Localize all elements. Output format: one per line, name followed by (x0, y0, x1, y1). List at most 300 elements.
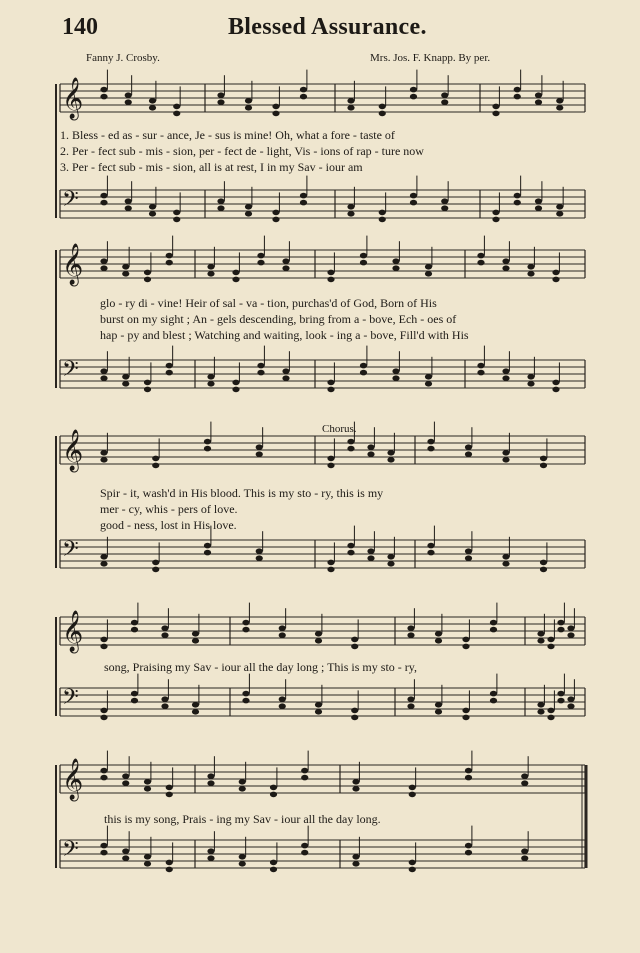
note-head (465, 444, 472, 450)
note-head (490, 620, 497, 626)
note-head (173, 104, 180, 110)
note-head (207, 848, 214, 854)
note-head (379, 210, 386, 216)
note-head (540, 463, 547, 469)
note-head (122, 381, 129, 387)
note-head (282, 368, 289, 374)
note-head (239, 779, 246, 785)
note-head (410, 87, 417, 93)
note-head (327, 560, 334, 566)
lyric-line: Spir - it, wash'd in His blood. This is my sto - ry, this is my (100, 486, 384, 500)
note-head (557, 691, 564, 697)
note-head (441, 198, 448, 204)
note-head (131, 698, 138, 704)
note-head (152, 463, 159, 469)
note-head (242, 698, 249, 704)
bass-clef: 𝄢 (62, 357, 79, 387)
note-head (242, 627, 249, 633)
note-head (347, 211, 354, 217)
note-head (502, 554, 509, 560)
note-head (144, 786, 151, 792)
note-head (567, 625, 574, 631)
note-head (540, 456, 547, 462)
note-head (492, 210, 499, 216)
note-head (173, 111, 180, 117)
note-head (100, 775, 107, 781)
note-head (144, 854, 151, 860)
note-head (256, 444, 263, 450)
note-head (502, 368, 509, 374)
note-head (425, 271, 432, 277)
note-head (557, 627, 564, 633)
note-head (407, 696, 414, 702)
note-head (300, 200, 307, 206)
note-head (166, 253, 173, 259)
note-head (242, 691, 249, 697)
note-head (537, 709, 544, 715)
note-head (514, 200, 521, 206)
note-head (492, 217, 499, 223)
bass-clef: 𝄢 (62, 537, 79, 567)
note-head (435, 638, 442, 644)
note-head (556, 204, 563, 210)
note-head (427, 439, 434, 445)
note-head (300, 87, 307, 93)
note-head (465, 555, 472, 561)
note-head (315, 702, 322, 708)
note-head (232, 270, 239, 276)
treble-clef: 𝄞 (62, 78, 84, 119)
note-head (256, 548, 263, 554)
note-head (122, 773, 129, 779)
note-head (272, 111, 279, 117)
note-head (131, 620, 138, 626)
note-head (540, 567, 547, 573)
note-head (435, 631, 442, 637)
note-head (535, 205, 542, 211)
note-head (301, 843, 308, 849)
note-head (204, 550, 211, 556)
note-head (441, 92, 448, 98)
note-head (347, 550, 354, 556)
note-head (441, 99, 448, 105)
note-head (425, 374, 432, 380)
note-head (217, 99, 224, 105)
note-head (152, 456, 159, 462)
note-head (122, 271, 129, 277)
note-head (152, 560, 159, 566)
note-head (256, 451, 263, 457)
note-head (351, 708, 358, 714)
note-head (207, 780, 214, 786)
note-head (315, 638, 322, 644)
note-head (327, 270, 334, 276)
treble-clef: 𝄞 (62, 244, 84, 285)
note-head (367, 548, 374, 554)
note-head (527, 381, 534, 387)
note-head (166, 363, 173, 369)
lyric-line: burst on my sight ; An - gels descending, bring from a - bove, Ech - oes of (100, 312, 457, 326)
note-head (100, 850, 107, 856)
treble-clef: 𝄞 (62, 611, 84, 652)
note-head (270, 860, 277, 866)
note-head (351, 715, 358, 721)
note-head (122, 264, 129, 270)
note-head (300, 94, 307, 100)
treble-clef: 𝄞 (62, 759, 84, 800)
note-head (537, 702, 544, 708)
note-head (327, 387, 334, 393)
note-head (192, 638, 199, 644)
note-head (161, 625, 168, 631)
note-head (122, 855, 129, 861)
bass-clef: 𝄢 (62, 187, 79, 217)
note-head (272, 210, 279, 216)
note-head (232, 277, 239, 283)
note-head (379, 111, 386, 117)
note-head (279, 625, 286, 631)
note-head (462, 708, 469, 714)
note-head (217, 205, 224, 211)
note-head (567, 632, 574, 638)
note-head (173, 217, 180, 223)
note-head (547, 715, 554, 721)
note-head (427, 446, 434, 452)
note-head (270, 785, 277, 791)
note-head (347, 446, 354, 452)
note-head (166, 860, 173, 866)
note-head (100, 637, 107, 643)
note-head (441, 205, 448, 211)
note-head (535, 198, 542, 204)
note-head (144, 387, 151, 393)
note-head (352, 854, 359, 860)
note-head (100, 457, 107, 463)
note-head (477, 260, 484, 266)
lyric-line: 1. Bless - ed as - sur - ance, Je - sus is mine! Oh, what a fore - taste of (60, 128, 395, 142)
note-head (100, 768, 107, 774)
note-head (552, 270, 559, 276)
note-head (427, 543, 434, 549)
note-head (100, 265, 107, 271)
note-head (257, 260, 264, 266)
composer-credit: Mrs. Jos. F. Knapp. By per. (370, 52, 491, 64)
note-head (556, 105, 563, 111)
note-head (122, 848, 129, 854)
note-head (387, 561, 394, 567)
note-head (301, 775, 308, 781)
note-head (100, 193, 107, 199)
note-head (125, 205, 132, 211)
note-head (125, 198, 132, 204)
note-head (535, 99, 542, 105)
note-head (392, 375, 399, 381)
lyric-line: glo - ry di - vine! Heir of sal - va - tion, purchas'd of God, Born of His (100, 296, 437, 310)
note-head (367, 451, 374, 457)
note-head (144, 861, 151, 867)
note-head (232, 380, 239, 386)
note-head (392, 368, 399, 374)
note-head (282, 258, 289, 264)
note-head (425, 381, 432, 387)
note-head (477, 363, 484, 369)
note-head (465, 451, 472, 457)
note-head (552, 387, 559, 393)
note-head (387, 554, 394, 560)
lyric-line: this is my song, Prais - ing my Sav - iour all the day long. (104, 812, 381, 826)
note-head (490, 698, 497, 704)
note-head (149, 98, 156, 104)
note-head (100, 94, 107, 100)
lyric-line: mer - cy, whis - pers of love. (100, 502, 238, 516)
note-head (149, 211, 156, 217)
note-head (535, 92, 542, 98)
note-head (100, 561, 107, 567)
note-head (379, 217, 386, 223)
note-head (527, 271, 534, 277)
note-head (192, 631, 199, 637)
note-head (360, 253, 367, 259)
note-head (514, 94, 521, 100)
note-head (257, 253, 264, 259)
note-head (352, 786, 359, 792)
note-head (521, 855, 528, 861)
note-head (100, 375, 107, 381)
note-head (232, 387, 239, 393)
note-head (301, 768, 308, 774)
note-head (144, 270, 151, 276)
note-head (192, 702, 199, 708)
note-head (144, 380, 151, 386)
note-head (425, 264, 432, 270)
note-head (282, 375, 289, 381)
note-head (360, 370, 367, 376)
note-head (557, 698, 564, 704)
note-head (257, 363, 264, 369)
bass-clef: 𝄢 (62, 837, 79, 867)
note-head (552, 277, 559, 283)
note-head (514, 193, 521, 199)
note-head (360, 260, 367, 266)
note-head (279, 703, 286, 709)
note-head (465, 850, 472, 856)
note-head (131, 627, 138, 633)
note-head (239, 854, 246, 860)
note-head (204, 439, 211, 445)
note-head (173, 210, 180, 216)
note-head (435, 709, 442, 715)
note-head (367, 555, 374, 561)
note-head (407, 625, 414, 631)
treble-clef: 𝄞 (62, 430, 84, 471)
note-head (207, 374, 214, 380)
note-head (161, 696, 168, 702)
note-head (122, 374, 129, 380)
note-head (245, 105, 252, 111)
note-head (166, 792, 173, 798)
note-head (352, 861, 359, 867)
note-head (352, 779, 359, 785)
lyric-line: good - ness, lost in His love. (100, 518, 237, 532)
note-head (567, 696, 574, 702)
note-head (527, 374, 534, 380)
note-head (351, 644, 358, 650)
note-head (409, 867, 416, 873)
note-head (490, 691, 497, 697)
note-head (462, 715, 469, 721)
note-head (161, 703, 168, 709)
note-head (131, 691, 138, 697)
note-head (557, 620, 564, 626)
note-head (100, 200, 107, 206)
hymn-title: Blessed Assurance. (228, 14, 427, 40)
note-head (239, 861, 246, 867)
note-head (490, 627, 497, 633)
note-head (409, 792, 416, 798)
note-head (207, 271, 214, 277)
note-head (149, 204, 156, 210)
note-head (465, 768, 472, 774)
note-head (567, 703, 574, 709)
note-head (204, 543, 211, 549)
note-head (502, 450, 509, 456)
note-head (144, 277, 151, 283)
note-head (217, 92, 224, 98)
note-head (347, 98, 354, 104)
note-head (279, 696, 286, 702)
note-head (347, 439, 354, 445)
note-head (521, 773, 528, 779)
note-head (435, 702, 442, 708)
note-head (315, 709, 322, 715)
lyric-line: 3. Per - fect sub - mis - sion, all is at rest, I in my Sav - iour am (60, 160, 363, 174)
note-head (279, 632, 286, 638)
note-head (125, 99, 132, 105)
note-head (256, 555, 263, 561)
note-head (166, 867, 173, 873)
note-head (272, 104, 279, 110)
note-head (465, 775, 472, 781)
note-head (502, 561, 509, 567)
note-head (514, 87, 521, 93)
note-head (207, 264, 214, 270)
note-head (347, 204, 354, 210)
note-head (547, 637, 554, 643)
note-head (556, 211, 563, 217)
note-head (300, 193, 307, 199)
note-head (537, 631, 544, 637)
note-head (537, 638, 544, 644)
note-head (410, 193, 417, 199)
note-head (462, 637, 469, 643)
note-head (465, 843, 472, 849)
note-head (315, 631, 322, 637)
note-head (556, 98, 563, 104)
note-head (207, 855, 214, 861)
author-credit: Fanny J. Crosby. (86, 52, 160, 64)
note-head (100, 843, 107, 849)
lyric-line: song, Praising my Sav - iour all the day long ; This is my sto - ry, (104, 660, 417, 674)
note-head (360, 363, 367, 369)
note-head (367, 444, 374, 450)
note-head (477, 370, 484, 376)
hymn-number: 140 (62, 14, 98, 40)
note-head (125, 92, 132, 98)
note-head (547, 644, 554, 650)
note-head (351, 637, 358, 643)
note-head (492, 104, 499, 110)
note-head (392, 265, 399, 271)
note-head (502, 265, 509, 271)
lyric-line: hap - py and blest ; Watching and waiting, look - ing a - bove, Fill'd with His (100, 328, 469, 342)
note-head (347, 105, 354, 111)
note-head (552, 380, 559, 386)
bass-clef: 𝄢 (62, 685, 79, 715)
note-head (100, 554, 107, 560)
note-head (192, 709, 199, 715)
note-head (407, 632, 414, 638)
note-head (257, 370, 264, 376)
note-head (166, 260, 173, 266)
note-head (327, 456, 334, 462)
note-head (282, 265, 289, 271)
note-head (527, 264, 534, 270)
note-head (166, 785, 173, 791)
note-head (427, 550, 434, 556)
note-head (327, 567, 334, 573)
note-head (144, 779, 151, 785)
note-head (409, 785, 416, 791)
note-head (327, 277, 334, 283)
note-head (239, 786, 246, 792)
note-head (540, 560, 547, 566)
note-head (327, 380, 334, 386)
note-head (409, 860, 416, 866)
note-head (379, 104, 386, 110)
note-head (217, 198, 224, 204)
note-head (521, 848, 528, 854)
note-head (502, 258, 509, 264)
note-head (149, 105, 156, 111)
note-head (392, 258, 399, 264)
note-head (410, 94, 417, 100)
note-head (242, 620, 249, 626)
note-head (166, 370, 173, 376)
note-head (245, 211, 252, 217)
note-head (152, 567, 159, 573)
note-head (465, 548, 472, 554)
note-head (245, 204, 252, 210)
note-head (100, 708, 107, 714)
note-head (100, 715, 107, 721)
chorus-label: Chorus. (322, 423, 357, 435)
note-head (301, 850, 308, 856)
note-head (270, 792, 277, 798)
note-head (207, 773, 214, 779)
note-head (521, 780, 528, 786)
note-head (100, 87, 107, 93)
note-head (502, 375, 509, 381)
note-head (410, 200, 417, 206)
note-head (407, 703, 414, 709)
note-head (462, 644, 469, 650)
note-head (547, 708, 554, 714)
note-head (100, 450, 107, 456)
note-head (207, 381, 214, 387)
note-head (502, 457, 509, 463)
note-head (347, 543, 354, 549)
note-head (100, 644, 107, 650)
